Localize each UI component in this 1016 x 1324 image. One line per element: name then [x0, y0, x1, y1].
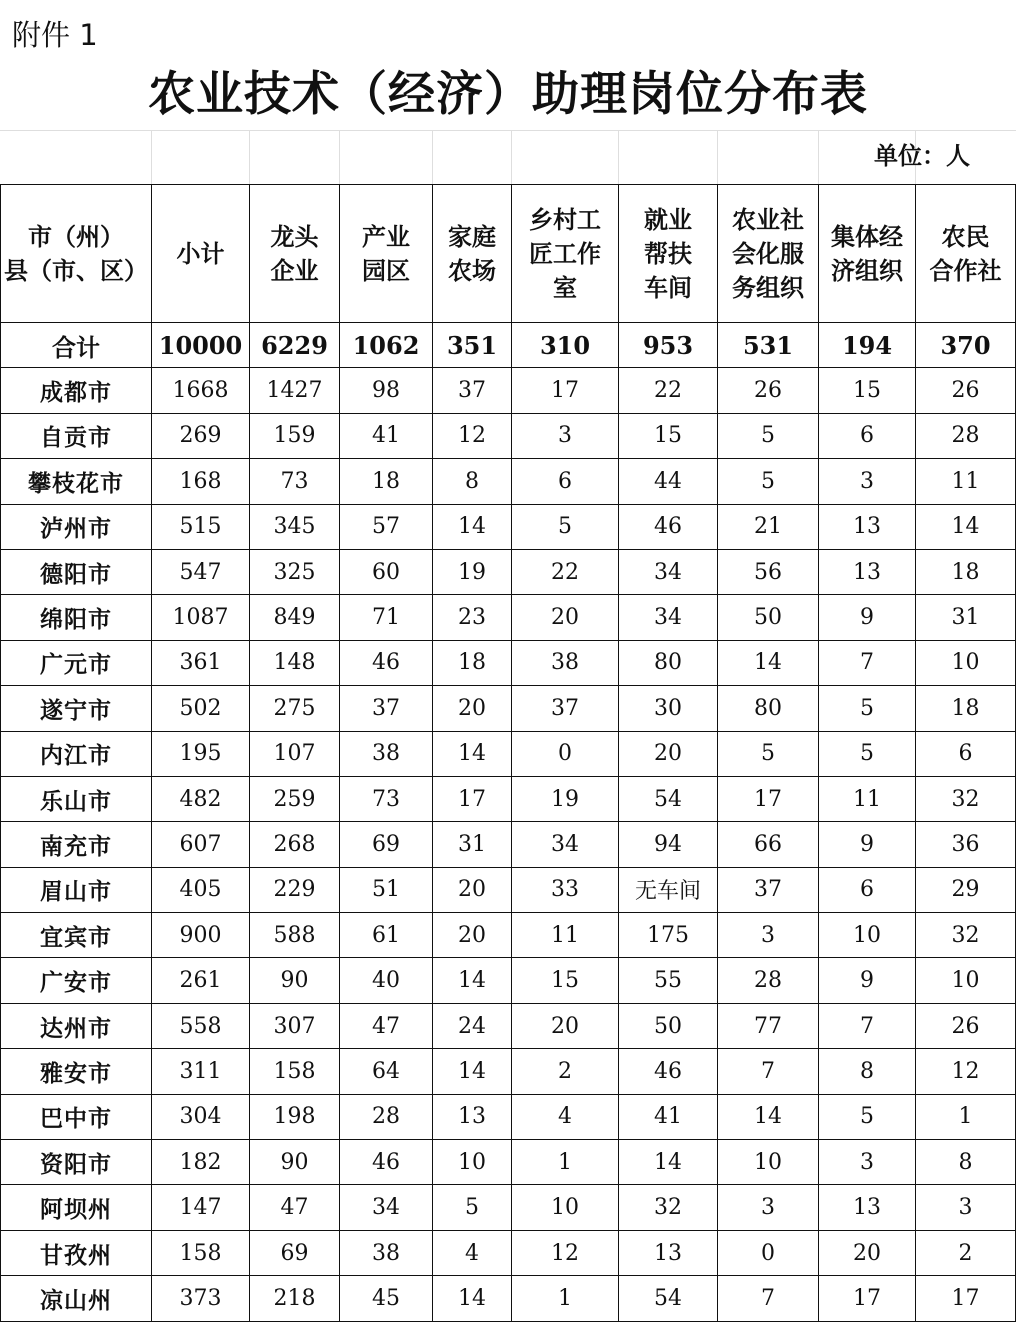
table-cell: 14: [433, 504, 512, 549]
total-row: [1, 323, 1016, 368]
table-cell: 8: [916, 1140, 1016, 1185]
header-text-line: 产业: [362, 221, 410, 251]
table-cell: 10: [916, 958, 1016, 1003]
table-cell: 1087: [152, 595, 250, 640]
table-cell: 18: [433, 640, 512, 685]
table-cell: 17: [512, 368, 619, 413]
table-cell: 21: [718, 504, 819, 549]
table-cell: 23: [433, 595, 512, 640]
unit-label: 单位：人: [874, 141, 970, 170]
table-cell: 17: [819, 1276, 916, 1321]
table-cell: 20: [433, 867, 512, 912]
total-cell: 310: [512, 323, 619, 368]
table-cell: 275: [250, 686, 340, 731]
table-cell: 31: [916, 595, 1016, 640]
table-cell: 69: [340, 822, 433, 867]
table-cell: 17: [433, 776, 512, 821]
table-cell: 13: [819, 504, 916, 549]
table-cell: 20: [433, 913, 512, 958]
table-row: [1, 731, 1016, 776]
total-cell: 6229: [250, 323, 340, 368]
table-cell: 261: [152, 958, 250, 1003]
table-cell: 17: [718, 776, 819, 821]
table-cell: 18: [916, 549, 1016, 594]
table-cell: 3: [819, 459, 916, 504]
table-cell: 94: [619, 822, 718, 867]
total-cell: 531: [718, 323, 819, 368]
table-cell: 175: [619, 913, 718, 958]
header-text-line: 会化服: [732, 238, 804, 268]
table-cell: 195: [152, 731, 250, 776]
table-cell: 36: [916, 822, 1016, 867]
region-name-cell: 广安市: [1, 958, 152, 1003]
table-row: [1, 686, 1016, 731]
table-cell: 5: [819, 686, 916, 731]
table-cell: 40: [340, 958, 433, 1003]
table-cell: 4: [433, 1230, 512, 1275]
header-cell: [433, 185, 512, 323]
table-cell: 158: [152, 1230, 250, 1275]
region-name-cell: 巴中市: [1, 1094, 152, 1139]
table-cell: 80: [718, 686, 819, 731]
table-cell: 8: [433, 459, 512, 504]
table-cell: 37: [512, 686, 619, 731]
grid-line: [249, 131, 250, 184]
region-name-cell: 雅安市: [1, 1049, 152, 1094]
total-cell: 351: [433, 323, 512, 368]
table-cell: 9: [819, 595, 916, 640]
table-cell: 6: [819, 413, 916, 458]
table-cell: 3: [718, 1185, 819, 1230]
header-text-line: 市（州）: [28, 221, 124, 251]
table-row: [1, 958, 1016, 1003]
table-cell: 307: [250, 1003, 340, 1048]
table-cell: 32: [619, 1185, 718, 1230]
table-cell: 3: [512, 413, 619, 458]
table-cell: 12: [512, 1230, 619, 1275]
table-cell: 6: [819, 867, 916, 912]
table-row: [1, 459, 1016, 504]
table-cell: 405: [152, 867, 250, 912]
table-cell: 41: [340, 413, 433, 458]
header-text-line: 家庭: [448, 221, 496, 251]
table-cell: 182: [152, 1140, 250, 1185]
table-cell: 588: [250, 913, 340, 958]
table-cell: 3: [819, 1140, 916, 1185]
header-text-line: 务组织: [732, 272, 804, 302]
table-cell: 11: [512, 913, 619, 958]
table-cell: 20: [619, 731, 718, 776]
table-cell: 20: [819, 1230, 916, 1275]
table-row: [1, 822, 1016, 867]
table-cell: 26: [916, 1003, 1016, 1048]
grid-line: [0, 130, 1016, 131]
table-cell: 10: [916, 640, 1016, 685]
header-text-line: 车间: [644, 272, 692, 302]
table-cell: 304: [152, 1094, 250, 1139]
table-cell: 55: [619, 958, 718, 1003]
table-cell: 46: [619, 1049, 718, 1094]
table-cell: 56: [718, 549, 819, 594]
table-cell: 10: [512, 1185, 619, 1230]
table-cell: 1: [512, 1140, 619, 1185]
table-cell: 1668: [152, 368, 250, 413]
table-cell: 14: [718, 640, 819, 685]
total-cell: 194: [819, 323, 916, 368]
header-cell: [512, 185, 619, 323]
table-cell: 38: [340, 1230, 433, 1275]
total-cell: 370: [916, 323, 1016, 368]
header-text-line: 小计: [176, 238, 225, 268]
table-cell: 325: [250, 549, 340, 594]
region-name-cell: 宜宾市: [1, 913, 152, 958]
table-cell: 13: [819, 1185, 916, 1230]
table-cell: 26: [718, 368, 819, 413]
table-row: [1, 1049, 1016, 1094]
table-cell: 12: [433, 413, 512, 458]
table-cell: 28: [340, 1094, 433, 1139]
table-cell: 900: [152, 913, 250, 958]
table-cell: 14: [718, 1094, 819, 1139]
table-cell: 311: [152, 1049, 250, 1094]
table-row: [1, 1230, 1016, 1275]
header-cell: [916, 185, 1016, 323]
table-cell: 28: [916, 413, 1016, 458]
table-cell: 44: [619, 459, 718, 504]
table-cell: 28: [718, 958, 819, 1003]
total-cell: 1062: [340, 323, 433, 368]
table-cell: 34: [619, 595, 718, 640]
header-text-line: 匠工作: [529, 238, 601, 268]
table-cell: 345: [250, 504, 340, 549]
table-cell: 无车间: [619, 867, 718, 912]
table-row: [1, 913, 1016, 958]
table-cell: 5: [718, 459, 819, 504]
table-cell: 34: [340, 1185, 433, 1230]
table-cell: 14: [433, 958, 512, 1003]
table-cell: 61: [340, 913, 433, 958]
table-cell: 46: [340, 640, 433, 685]
total-cell: 10000: [152, 323, 250, 368]
table-cell: 5: [819, 1094, 916, 1139]
table-cell: 218: [250, 1276, 340, 1321]
table-cell: 5: [718, 413, 819, 458]
table-cell: 31: [433, 822, 512, 867]
table-cell: 269: [152, 413, 250, 458]
region-name-cell: 成都市: [1, 368, 152, 413]
region-name-cell: 眉山市: [1, 867, 152, 912]
grid-line: [511, 131, 512, 184]
table-cell: 5: [718, 731, 819, 776]
header-text-line: 室: [553, 272, 577, 302]
table-cell: 11: [916, 459, 1016, 504]
table-cell: 0: [718, 1230, 819, 1275]
table-cell: 50: [619, 1003, 718, 1048]
header-row: [1, 185, 1016, 323]
table-cell: 10: [718, 1140, 819, 1185]
table-cell: 90: [250, 1140, 340, 1185]
table-cell: 20: [512, 1003, 619, 1048]
table-cell: 8: [819, 1049, 916, 1094]
region-name-cell: 南充市: [1, 822, 152, 867]
grid-line: [618, 131, 619, 184]
header-text-line: 农民: [941, 221, 990, 251]
table-cell: 22: [512, 549, 619, 594]
table-cell: 45: [340, 1276, 433, 1321]
table-cell: 12: [916, 1049, 1016, 1094]
table-cell: 14: [433, 1049, 512, 1094]
table-cell: 10: [433, 1140, 512, 1185]
table-cell: 14: [433, 731, 512, 776]
total-label: 合计: [1, 323, 152, 368]
header-text-line: 集体经: [831, 221, 903, 251]
table-row: [1, 549, 1016, 594]
region-name-cell: 甘孜州: [1, 1230, 152, 1275]
table-cell: 71: [340, 595, 433, 640]
table-row: [1, 595, 1016, 640]
table-cell: 10: [819, 913, 916, 958]
table-cell: 148: [250, 640, 340, 685]
table-cell: 24: [433, 1003, 512, 1048]
header-text-line: 园区: [362, 255, 410, 285]
table-cell: 259: [250, 776, 340, 821]
table-cell: 57: [340, 504, 433, 549]
table-cell: 17: [916, 1276, 1016, 1321]
total-cell: 953: [619, 323, 718, 368]
table-cell: 7: [718, 1276, 819, 1321]
grid-line: [151, 131, 152, 184]
table-cell: 515: [152, 504, 250, 549]
table-cell: 73: [340, 776, 433, 821]
region-name-cell: 广元市: [1, 640, 152, 685]
table-cell: 5: [819, 731, 916, 776]
table-cell: 47: [340, 1003, 433, 1048]
table-cell: 13: [819, 549, 916, 594]
region-name-cell: 内江市: [1, 731, 152, 776]
table-cell: 6: [916, 731, 1016, 776]
table-cell: 18: [916, 686, 1016, 731]
table-cell: 9: [819, 958, 916, 1003]
table-cell: 1427: [250, 368, 340, 413]
table-row: [1, 776, 1016, 821]
table-cell: 46: [619, 504, 718, 549]
table-cell: 547: [152, 549, 250, 594]
table-cell: 37: [340, 686, 433, 731]
table-row: [1, 867, 1016, 912]
header-text-line: 农场: [448, 255, 496, 285]
header-cell-region: [1, 185, 152, 323]
table-cell: 22: [619, 368, 718, 413]
table-cell: 6: [512, 459, 619, 504]
grid-line: [339, 131, 340, 184]
table-cell: 0: [512, 731, 619, 776]
table-cell: 33: [512, 867, 619, 912]
header-text-line: 县（市、区）: [4, 255, 148, 285]
table-cell: 502: [152, 686, 250, 731]
table-cell: 54: [619, 776, 718, 821]
distribution-table: [0, 184, 1016, 1322]
table-cell: 5: [433, 1185, 512, 1230]
table-cell: 13: [433, 1094, 512, 1139]
region-name-cell: 泸州市: [1, 504, 152, 549]
region-name-cell: 凉山州: [1, 1276, 152, 1321]
table-cell: 15: [512, 958, 619, 1003]
table-row: [1, 1140, 1016, 1185]
table-cell: 9: [819, 822, 916, 867]
table-cell: 19: [512, 776, 619, 821]
table-cell: 41: [619, 1094, 718, 1139]
table-cell: 37: [718, 867, 819, 912]
table-cell: 77: [718, 1003, 819, 1048]
table-cell: 849: [250, 595, 340, 640]
table-cell: 60: [340, 549, 433, 594]
table-cell: 46: [340, 1140, 433, 1185]
table-cell: 14: [916, 504, 1016, 549]
table-cell: 90: [250, 958, 340, 1003]
table-cell: 159: [250, 413, 340, 458]
table-cell: 20: [433, 686, 512, 731]
table-cell: 32: [916, 913, 1016, 958]
table-cell: 69: [250, 1230, 340, 1275]
region-name-cell: 资阳市: [1, 1140, 152, 1185]
region-name-cell: 乐山市: [1, 776, 152, 821]
table-cell: 38: [340, 731, 433, 776]
header-text-line: 龙头: [270, 221, 319, 251]
region-name-cell: 德阳市: [1, 549, 152, 594]
table-cell: 2: [916, 1230, 1016, 1275]
table-cell: 30: [619, 686, 718, 731]
table-cell: 80: [619, 640, 718, 685]
header-text-line: 农业社: [732, 204, 804, 234]
region-name-cell: 阿坝州: [1, 1185, 152, 1230]
attachment-label: 附件 1: [12, 18, 98, 52]
header-cell: [619, 185, 718, 323]
table-cell: 26: [916, 368, 1016, 413]
region-name-cell: 绵阳市: [1, 595, 152, 640]
table-cell: 607: [152, 822, 250, 867]
table-cell: 558: [152, 1003, 250, 1048]
table-row: [1, 640, 1016, 685]
table-cell: 51: [340, 867, 433, 912]
table-row: [1, 368, 1016, 413]
table-cell: 107: [250, 731, 340, 776]
header-text-line: 帮扶: [644, 238, 692, 268]
table-cell: 73: [250, 459, 340, 504]
header-cell: [819, 185, 916, 323]
table-cell: 11: [819, 776, 916, 821]
header-text-line: 就业: [644, 204, 692, 234]
grid-line: [432, 131, 433, 184]
table-cell: 13: [619, 1230, 718, 1275]
table-cell: 98: [340, 368, 433, 413]
table-cell: 54: [619, 1276, 718, 1321]
table-cell: 34: [619, 549, 718, 594]
table-cell: 198: [250, 1094, 340, 1139]
table-cell: 20: [512, 595, 619, 640]
header-cell: [718, 185, 819, 323]
table-cell: 3: [718, 913, 819, 958]
table-cell: 268: [250, 822, 340, 867]
region-name-cell: 遂宁市: [1, 686, 152, 731]
table-row: [1, 1276, 1016, 1321]
table-row: [1, 1094, 1016, 1139]
table-cell: 147: [152, 1185, 250, 1230]
table-cell: 15: [819, 368, 916, 413]
table-row: [1, 504, 1016, 549]
table-cell: 15: [619, 413, 718, 458]
header-text-line: 合作社: [929, 255, 1002, 285]
region-name-cell: 自贡市: [1, 413, 152, 458]
table-cell: 7: [718, 1049, 819, 1094]
table-cell: 32: [916, 776, 1016, 821]
table-cell: 373: [152, 1276, 250, 1321]
table-cell: 4: [512, 1094, 619, 1139]
table-cell: 5: [512, 504, 619, 549]
table-cell: 38: [512, 640, 619, 685]
table-cell: 34: [512, 822, 619, 867]
table-cell: 482: [152, 776, 250, 821]
table-cell: 229: [250, 867, 340, 912]
table-cell: 7: [819, 640, 916, 685]
table-row: [1, 1185, 1016, 1230]
table-cell: 361: [152, 640, 250, 685]
table-cell: 1: [916, 1094, 1016, 1139]
document-title: 农业技术（经济）助理岗位分布表: [148, 67, 868, 122]
header-cell: [340, 185, 433, 323]
table-cell: 1: [512, 1276, 619, 1321]
table-cell: 158: [250, 1049, 340, 1094]
table-cell: 50: [718, 595, 819, 640]
table-cell: 19: [433, 549, 512, 594]
table-cell: 14: [433, 1276, 512, 1321]
table-cell: 14: [619, 1140, 718, 1185]
table-cell: 3: [916, 1185, 1016, 1230]
grid-line: [717, 131, 718, 184]
region-name-cell: 达州市: [1, 1003, 152, 1048]
table-cell: 37: [433, 368, 512, 413]
table-cell: 64: [340, 1049, 433, 1094]
table-cell: 7: [819, 1003, 916, 1048]
table-row: [1, 1003, 1016, 1048]
grid-line: [818, 131, 819, 184]
header-text-line: 企业: [270, 255, 319, 285]
table-cell: 66: [718, 822, 819, 867]
table-cell: 18: [340, 459, 433, 504]
header-cell: [250, 185, 340, 323]
region-name-cell: 攀枝花市: [1, 459, 152, 504]
header-text-line: 乡村工: [529, 204, 601, 234]
table-cell: 29: [916, 867, 1016, 912]
table-cell: 47: [250, 1185, 340, 1230]
table-cell: 2: [512, 1049, 619, 1094]
header-text-line: 济组织: [831, 255, 903, 285]
header-cell: [152, 185, 250, 323]
table-cell: 168: [152, 459, 250, 504]
table-row: [1, 413, 1016, 458]
